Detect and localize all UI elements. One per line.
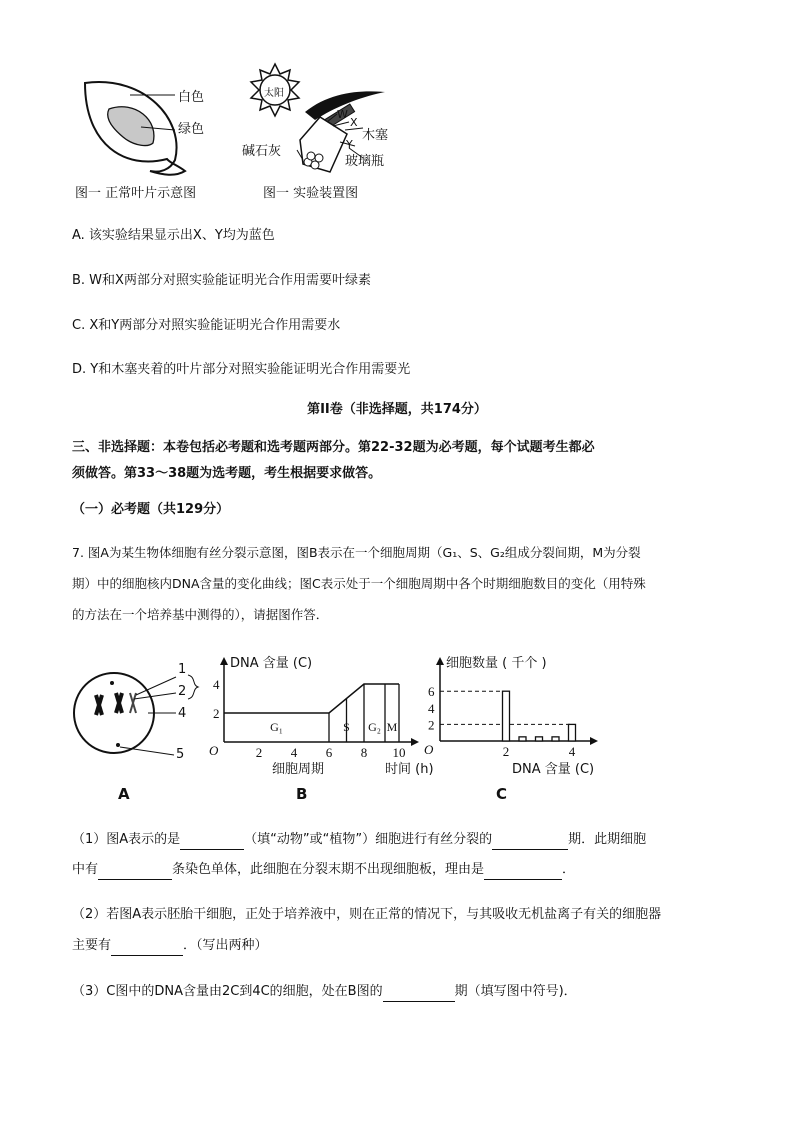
q1-blank-4[interactable] [484, 863, 562, 880]
q2-text-b: 主要有 [72, 938, 112, 953]
figb-phase-label: M [386, 720, 398, 734]
sun-label: 太阳 [264, 88, 284, 99]
figc-ytick: 2 [428, 717, 435, 733]
option-b: B. W和X两部分对照实验能证明光合作用需要叶绿素 [72, 273, 371, 288]
label-soda-lime: 碱石灰 [242, 144, 282, 159]
figc-bar [552, 737, 559, 741]
section-desc-1: 三、非选择题：本卷包括必考题和选考题两部分。第22-32题为必考题，每个试题考生都必 [72, 440, 595, 455]
figc-y-arrow [436, 657, 444, 665]
label-bottle: 玻璃瓶 [345, 154, 385, 169]
q3-text-a: （3）C图中的DNA含量由2C到4C的细胞，处在B图的 [72, 984, 383, 999]
q1-text-e: 条染色单体，此细胞在分裂末期不出现细胞板，理由是 [172, 862, 485, 877]
figure-a [68, 655, 208, 805]
apparatus-figure [245, 62, 420, 182]
figb-dna-line [224, 684, 399, 713]
figa-label-4: 4 [178, 706, 187, 721]
figc-ylabel: 细胞数量 ( 千个 ) [446, 656, 547, 671]
figb-ylabel: DNA 含量 (C) [230, 656, 313, 671]
figb-xtick: 2 [255, 745, 263, 760]
figb-y-arrow [220, 657, 228, 665]
q1-text-a: （1）图A表示的是 [72, 832, 181, 847]
q2-line2 [72, 936, 268, 956]
q1-blank-2[interactable] [492, 833, 568, 850]
q1-blank-1[interactable] [180, 833, 244, 850]
q7-line1: 7. 图A为某生物体细胞有丝分裂示意图，图B表示在一个细胞周期（G₁、S、G₂组成分裂间期，M为分裂 [72, 545, 641, 560]
option-d: D. Y和木塞夹着的叶片部分对照实验能证明光合作用需要光 [72, 362, 411, 377]
q1-text-b: （填“动物”或“植物”）细胞进行有丝分裂的 [244, 832, 493, 847]
q1-line1 [72, 830, 646, 850]
section-desc-2: 须做答。第33～38题为选考题，考生根据要求做答。 [72, 466, 382, 481]
option-a: A. 该实验结果显示出X、Y均为蓝色 [72, 228, 275, 243]
q2-blank-1[interactable] [111, 939, 183, 956]
subsection-title: （一）必考题（共129分） [72, 502, 230, 517]
section-title: 第II卷（非选择题，共174分） [307, 402, 487, 417]
figb-ytick: 2 [213, 706, 220, 721]
apparatus-caption: 图一 实验装置图 [263, 186, 359, 201]
figa-label-2: 2 [178, 684, 187, 699]
q7-line2: 期）中的细胞核内DNA含量的变化曲线；图C表示处于一个细胞周期中各个时期细胞数目的变化（用特殊 [72, 576, 646, 591]
figb-xtick: 6 [325, 745, 333, 760]
figb-phase-label: G₂ [368, 720, 381, 734]
figb-ytick: 4 [213, 677, 220, 692]
label-cork: 木塞 [362, 128, 389, 143]
figb-phase-label: S [343, 720, 350, 734]
q3-blank-1[interactable] [383, 985, 455, 1002]
figc-origin: O [424, 742, 434, 757]
leaf-caption: 图一 正常叶片示意图 [75, 186, 197, 201]
q1-line2 [72, 860, 575, 880]
q1-text-c: 期．此期细胞 [568, 832, 647, 847]
figc-bar [569, 724, 576, 741]
q3-text-b: 期（填写图中符号)． [454, 984, 577, 999]
figc-bar [503, 691, 510, 741]
figb-xtick: 10 [392, 745, 406, 760]
label-w: W [337, 108, 348, 121]
figc-xtick: 4 [568, 744, 576, 759]
figb-xtick: 8 [360, 745, 368, 760]
label-green: 绿色 [178, 122, 205, 137]
figc-ytick: 6 [428, 684, 435, 700]
figa-label-5: 5 [176, 747, 185, 762]
q3-line [72, 982, 577, 1002]
q7-line3: 的方法在一个培养基中测得的），请据图作答． [72, 607, 329, 622]
figa-label-1: 1 [178, 662, 187, 677]
q1-blank-3[interactable] [98, 863, 172, 880]
figc-caption: C [496, 785, 508, 803]
figa-caption: A [118, 785, 130, 803]
q2-line1: （2）若图A表示胚胎干细胞，正处于培养液中，则在正常的情况下，与其吸收无机盐离子有关的细胞器 [72, 907, 662, 922]
figc-bar [519, 737, 526, 741]
figb-xtick: 4 [290, 745, 298, 760]
figc-bar [536, 737, 543, 741]
label-y: Y [346, 138, 353, 151]
figb-origin: O [209, 743, 219, 758]
figb-phase-label: G₁ [270, 720, 283, 734]
figc-xtick: 2 [502, 744, 510, 759]
figc-ytick: 4 [428, 700, 435, 716]
q1-text-f: ． [562, 862, 576, 877]
option-c: C. X和Y两部分对照实验能证明光合作用需要水 [72, 318, 341, 333]
q1-text-d: 中有 [72, 862, 99, 877]
figb-xunit: 时间 (h) [385, 762, 434, 777]
figb-caption: B [296, 785, 308, 803]
figc-x-arrow [590, 737, 598, 745]
q2-text-c: ．（写出两种） [183, 938, 268, 953]
label-x: X [350, 116, 358, 129]
label-white: 白色 [178, 90, 205, 105]
figb-xlabel: 细胞周期 [272, 762, 325, 777]
figb-x-arrow [411, 738, 419, 746]
figc-xlabel: DNA 含量 (C) [512, 762, 595, 777]
